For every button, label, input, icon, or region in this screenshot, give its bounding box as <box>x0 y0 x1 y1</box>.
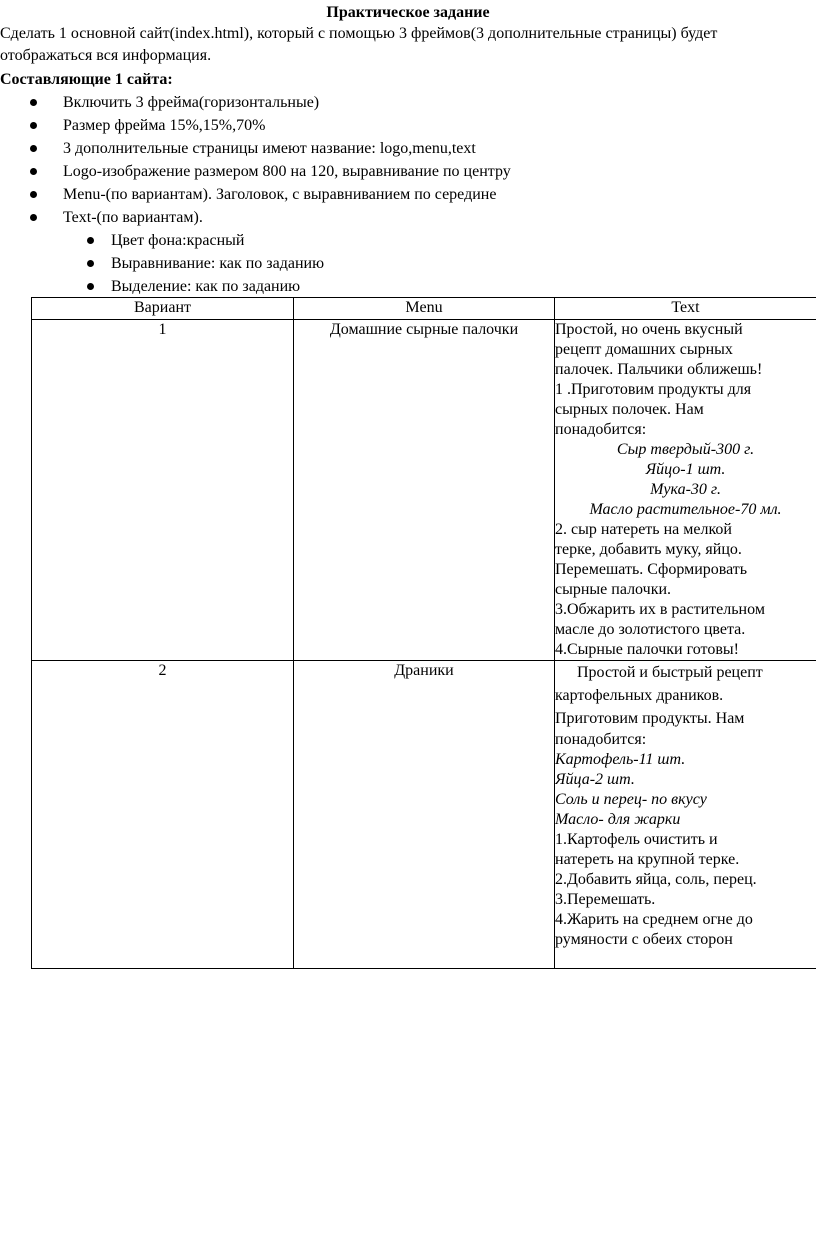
recipe-line: масле до золотистого цвета. <box>555 621 746 638</box>
recipe-line: 4.Сырные палочки готовы! <box>555 641 739 658</box>
ingredient-line: Картофель-11 шт. <box>555 751 686 768</box>
intro-paragraph: Сделать 1 основной сайт(index.html), который с помощью 3 фреймов(3 дополнительные страницы) будет отображаться вся информация. <box>0 25 718 64</box>
ingredient-line: Масло- для жарки <box>555 811 681 828</box>
sub-list-item: Выделение: как по заданию <box>0 277 800 300</box>
ingredient-line: Яйцо-1 шт. <box>645 461 726 478</box>
bullet-icon <box>30 191 37 198</box>
list-item: Logo-изображение размером 800 на 120, выравнивание по центру <box>0 162 800 185</box>
recipe-line: рецепт домашних сырных <box>555 341 733 358</box>
recipe-line: палочек. Пальчики оближешь! <box>555 361 763 378</box>
recipe-line: картофельных драников. <box>555 687 724 704</box>
recipe-line: терке, добавить муку, яйцо. <box>555 541 742 558</box>
table-header-row <box>32 298 816 320</box>
variants-table <box>31 297 816 969</box>
column-header-menu: Menu <box>294 298 555 320</box>
recipe-line: 1.Картофель очистить и <box>555 831 718 848</box>
recipe-line: Простой и быстрый рецепт <box>577 664 763 681</box>
bullet-icon <box>30 214 37 221</box>
recipe-line: Перемешать. Сформировать <box>555 561 748 578</box>
menu-cell: Драники <box>294 661 555 969</box>
variant-cell: 2 <box>32 661 294 969</box>
bullet-icon <box>30 168 37 175</box>
recipe-line: 4.Жарить на среднем огне до <box>555 911 753 928</box>
section-heading: Составляющие 1 сайта: <box>0 71 173 88</box>
ingredient-line: Сыр твердый-300 г. <box>616 441 755 458</box>
bullet-icon <box>87 260 94 267</box>
ingredient-line: Яйца-2 шт. <box>555 771 635 788</box>
table-row <box>32 661 816 969</box>
recipe-line: сырные палочки. <box>555 581 672 598</box>
sub-list-item: Цвет фона:красный <box>0 231 800 254</box>
table-row <box>32 320 816 661</box>
recipe-line: 3.Обжарить их в растительном <box>555 601 765 618</box>
list-item: Размер фрейма 15%,15%,70% <box>0 116 800 139</box>
list-item: Включить 3 фрейма(горизонтальные) <box>0 93 800 116</box>
recipe-line: 2. сыр натереть на мелкой <box>555 521 732 538</box>
bullet-icon <box>87 283 94 290</box>
page-title: Практическое задание <box>326 4 490 21</box>
recipe-line: Приготовим продукты. Нам <box>555 710 745 727</box>
recipe-line: 2.Добавить яйца, соль, перец. <box>555 871 757 888</box>
bullet-icon <box>30 99 37 106</box>
text-cell <box>555 661 816 969</box>
recipe-line: понадобится: <box>555 731 647 748</box>
recipe-line: понадобится: <box>555 421 647 438</box>
requirements-list <box>0 93 800 300</box>
menu-cell: Домашние сырные палочки <box>294 320 555 661</box>
ingredient-line: Соль и перец- по вкусу <box>555 791 707 808</box>
bullet-icon <box>30 145 37 152</box>
recipe-line: натереть на крупной терке. <box>555 851 740 868</box>
ingredient-line: Масло растительное-70 мл. <box>589 501 782 518</box>
recipe-line: 3.Перемешать. <box>555 891 656 908</box>
column-header-variant: Вариант <box>32 298 294 320</box>
sub-list-item: Выравнивание: как по заданию <box>0 254 800 277</box>
bullet-icon <box>87 237 94 244</box>
variant-cell: 1 <box>32 320 294 661</box>
list-item: Menu-(по вариантам). Заголовок, с выравниванием по середине <box>0 185 800 208</box>
ingredient-line: Мука-30 г. <box>650 481 721 498</box>
recipe-line: Простой, но очень вкусный <box>555 321 743 338</box>
list-item: 3 дополнительные страницы имеют название: logo,menu,text <box>0 139 800 162</box>
list-item: Text-(по вариантам). <box>0 208 800 231</box>
recipe-line: 1 .Приготовим продукты для <box>555 381 752 398</box>
recipe-line: румяности с обеих сторон <box>555 931 733 948</box>
column-header-text: Text <box>555 298 816 320</box>
recipe-line: сырных полочек. Нам <box>555 401 704 418</box>
bullet-icon <box>30 122 37 129</box>
text-cell <box>555 320 816 661</box>
